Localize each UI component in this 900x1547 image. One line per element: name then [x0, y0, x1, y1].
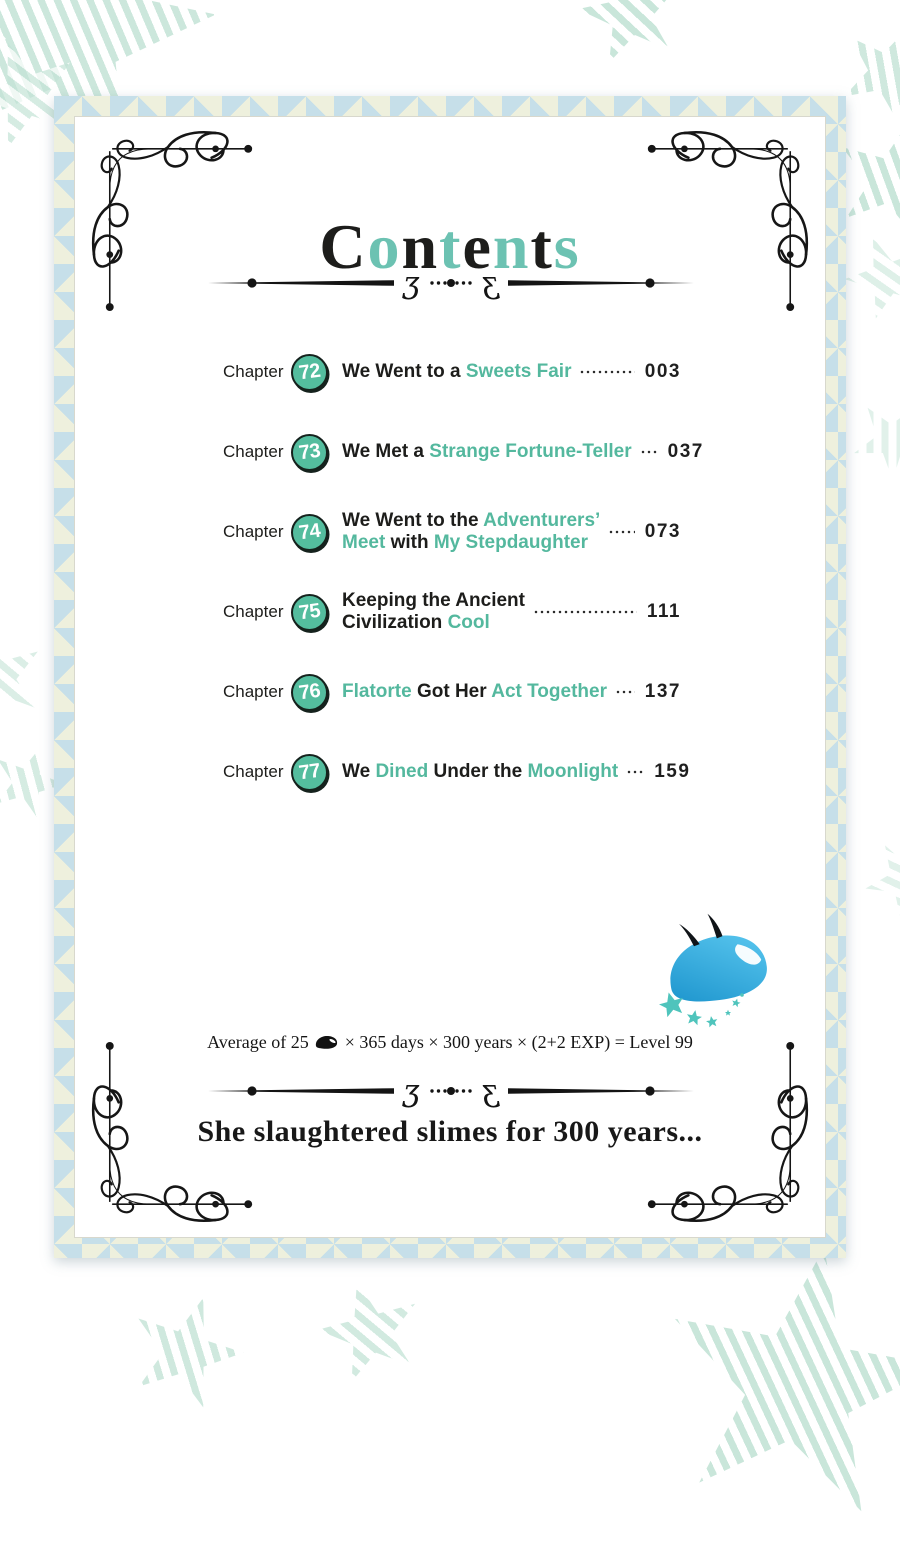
dotted-leader — [608, 530, 635, 534]
chapter-label: Chapter — [223, 762, 284, 781]
chapter-number: 72 — [297, 359, 322, 384]
chapter-title: We Went to a Sweets Fair — [342, 361, 572, 382]
chapter-title: We Dined Under the Moonlight — [342, 761, 619, 782]
striped-star-decoration — [568, 0, 693, 77]
chapter-page-number: 159 — [654, 761, 691, 782]
dotted-leader — [626, 770, 644, 774]
chapter-number: 77 — [297, 759, 322, 784]
chapter-number-badge — [291, 354, 328, 391]
chapter-label: Chapter — [223, 442, 284, 461]
chapter-list — [75, 117, 825, 1237]
chapter-row — [223, 421, 704, 483]
chapter-row — [223, 741, 691, 803]
chapter-page-number: 111 — [646, 601, 681, 622]
chapter-number-badge — [291, 754, 328, 791]
chapter-row — [223, 341, 681, 403]
dotted-leader — [640, 450, 658, 454]
slime-silhouette-icon — [314, 1033, 340, 1051]
chapter-number: 74 — [297, 519, 322, 544]
chapter-title: We Went to the Adventurers’ Meet with My Stepdaughter — [342, 510, 601, 553]
chapter-number-badge — [291, 594, 328, 631]
exp-stats-line — [75, 1029, 825, 1055]
chapter-number: 75 — [297, 599, 322, 624]
striped-star-decoration — [0, 619, 56, 735]
chapter-page-number: 137 — [644, 681, 681, 702]
slime-icon — [658, 904, 772, 1010]
stats-suffix: × 365 days × 300 years × (2+2 EXP) = Level 99 — [344, 1032, 693, 1052]
series-tagline: She slaughtered slimes for 300 years... — [197, 1115, 703, 1148]
chapter-page-number: 037 — [667, 441, 704, 462]
striped-star-decoration — [638, 1223, 900, 1547]
chapter-title: Flatorte Got Her Act Together — [342, 681, 607, 702]
chapter-title: We Met a Strange Fortune-Teller — [342, 441, 632, 462]
stats-prefix: Average of 25 — [207, 1032, 309, 1052]
contents-page — [74, 116, 826, 1238]
chapter-page-number: 073 — [644, 521, 681, 542]
chapter-page-number: 003 — [644, 361, 681, 382]
chapter-number: 73 — [297, 439, 322, 464]
chapter-label: Chapter — [223, 522, 284, 541]
chapter-label: Chapter — [223, 682, 284, 701]
chapter-number-badge — [291, 434, 328, 471]
chapter-label: Chapter — [223, 362, 284, 381]
chapter-row — [223, 581, 681, 643]
striped-star-decoration — [306, 1268, 435, 1397]
slime-illustration — [650, 905, 775, 1040]
chapter-number-badge — [291, 674, 328, 711]
striped-star-decoration — [113, 1280, 258, 1425]
chapter-number: 76 — [297, 679, 322, 704]
dotted-leader — [579, 370, 634, 374]
ornamental-divider-icon — [206, 1073, 696, 1109]
chapter-row — [223, 661, 681, 723]
page-title: Contents — [319, 210, 581, 282]
chapter-title: Keeping the Ancient Civilization Cool — [342, 590, 525, 633]
chapter-row — [223, 501, 681, 563]
chapter-number-badge — [291, 514, 328, 551]
striped-star-decoration — [850, 825, 900, 934]
chapter-label: Chapter — [223, 602, 284, 621]
dotted-leader — [615, 690, 635, 694]
dotted-leader — [533, 610, 637, 614]
